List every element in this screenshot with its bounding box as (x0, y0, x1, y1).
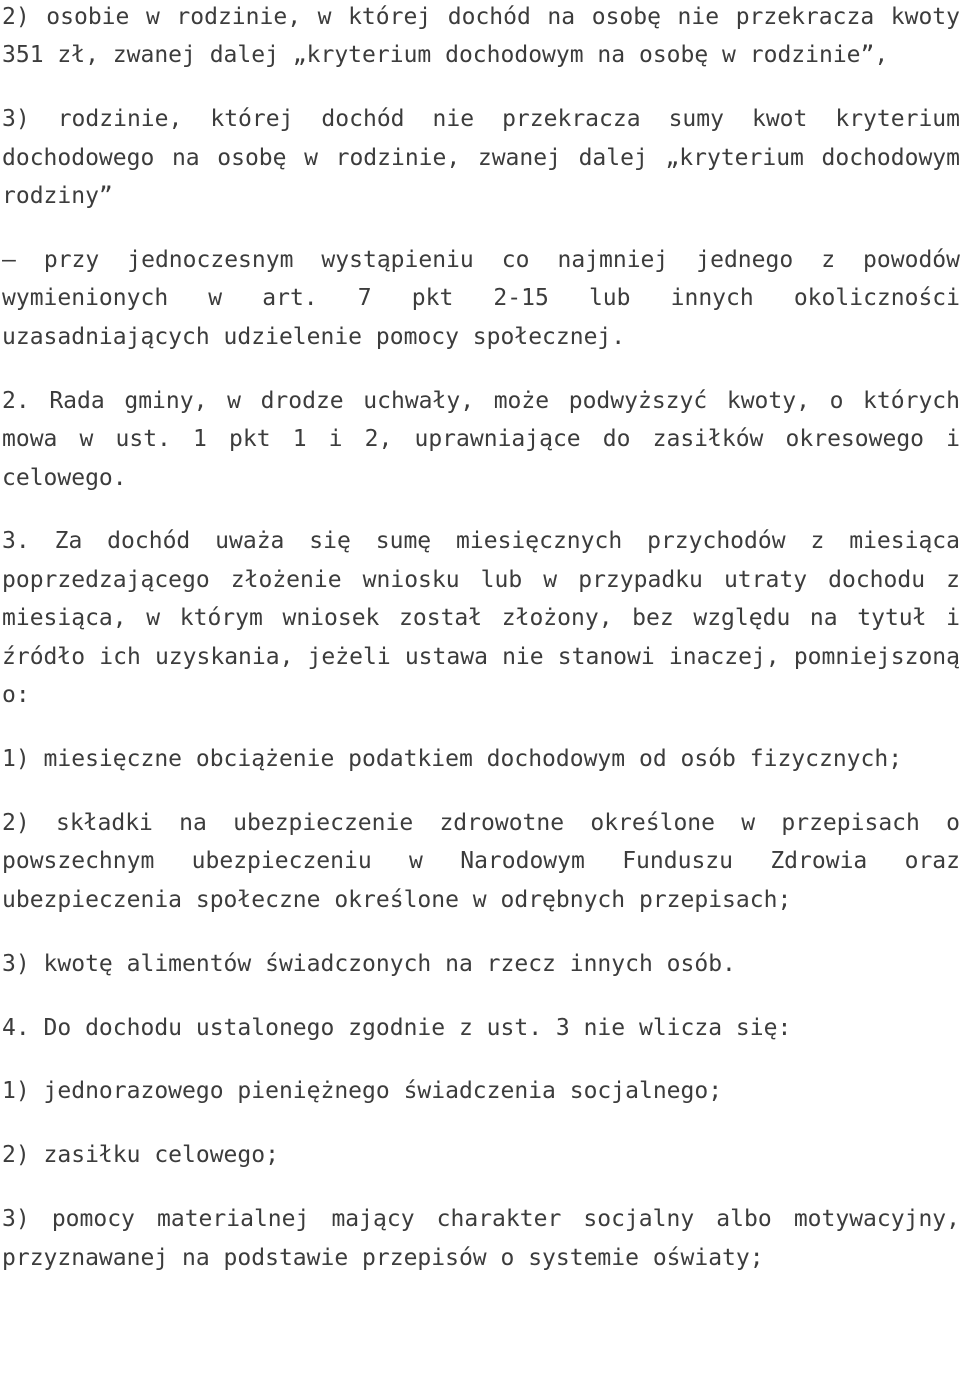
paragraph-section-4: 4. Do dochodu ustalonego zgodnie z ust. 3 nie wlicza się: (2, 1014, 792, 1041)
paragraph-section-3-item-1: 1) miesięczne obciążenie podatkiem dochodowym od osób fizycznych; (2, 746, 903, 772)
paragraph-item-2-income-per-person: 2) osobie w rodzinie, w której dochód na osobę nie przekracza kwoty 351 zł, zwanej dalej „kryterium dochodowym na osobę w rodzinie”, (2, 4, 960, 69)
paragraph-section-4-item-1: 1) jednorazowego pieniężnego świadczenia socjalnego; (2, 1078, 723, 1105)
paragraph-section-2: 2. Rada gminy, w drodze uchwały, może podwyższyć kwoty, o których mowa w ust. 1 pkt 1 i 2, uprawniające do zasiłków okresowego i celowego. (2, 387, 960, 491)
paragraph-section-4-item-2: 2) zasiłku celowego; (2, 1142, 279, 1169)
paragraph-condition-clause: – przy jednoczesnym wystąpieniu co najmniej jednego z powodów wymienionych w art. 7 pkt 2-15 lub innych okoliczności uzasadniających udzielenie pomocy społecznej. (2, 247, 960, 350)
paragraph-section-3: 3. Za dochód uważa się sumę miesięcznych przychodów z miesiąca poprzedzającego złożenie wniosku lub w przypadku utraty dochodu z miesiąca, w którym wniosek został złożony, bez względu na tytuł i źródło ich uzyskania, jeżeli ustawa nie stanowi inaczej, pomniejszoną o: (2, 528, 960, 709)
paragraph-section-3-item-2: 2) składki na ubezpieczenie zdrowotne określone w przepisach o powszechnym ubezpieczeniu w Narodowym Funduszu Zdrowia oraz ubezpieczenia społeczne określone w odrębnych przepisach; (2, 809, 960, 913)
paragraph-section-3-item-3: 3) kwotę alimentów świadczonych na rzecz innych osób. (2, 950, 736, 977)
paragraph-section-4-item-3: 3) pomocy materialnej mający charakter socjalny albo motywacyjny, przyznawanej na podstawie przepisów o systemie oświaty; (2, 1206, 960, 1271)
paragraph-item-3-family-income: 3) rodzinie, której dochód nie przekracza sumy kwot kryterium dochodowego na osobę w rodzinie, zwanej dalej „kryterium dochodowym rodziny” (2, 106, 960, 210)
